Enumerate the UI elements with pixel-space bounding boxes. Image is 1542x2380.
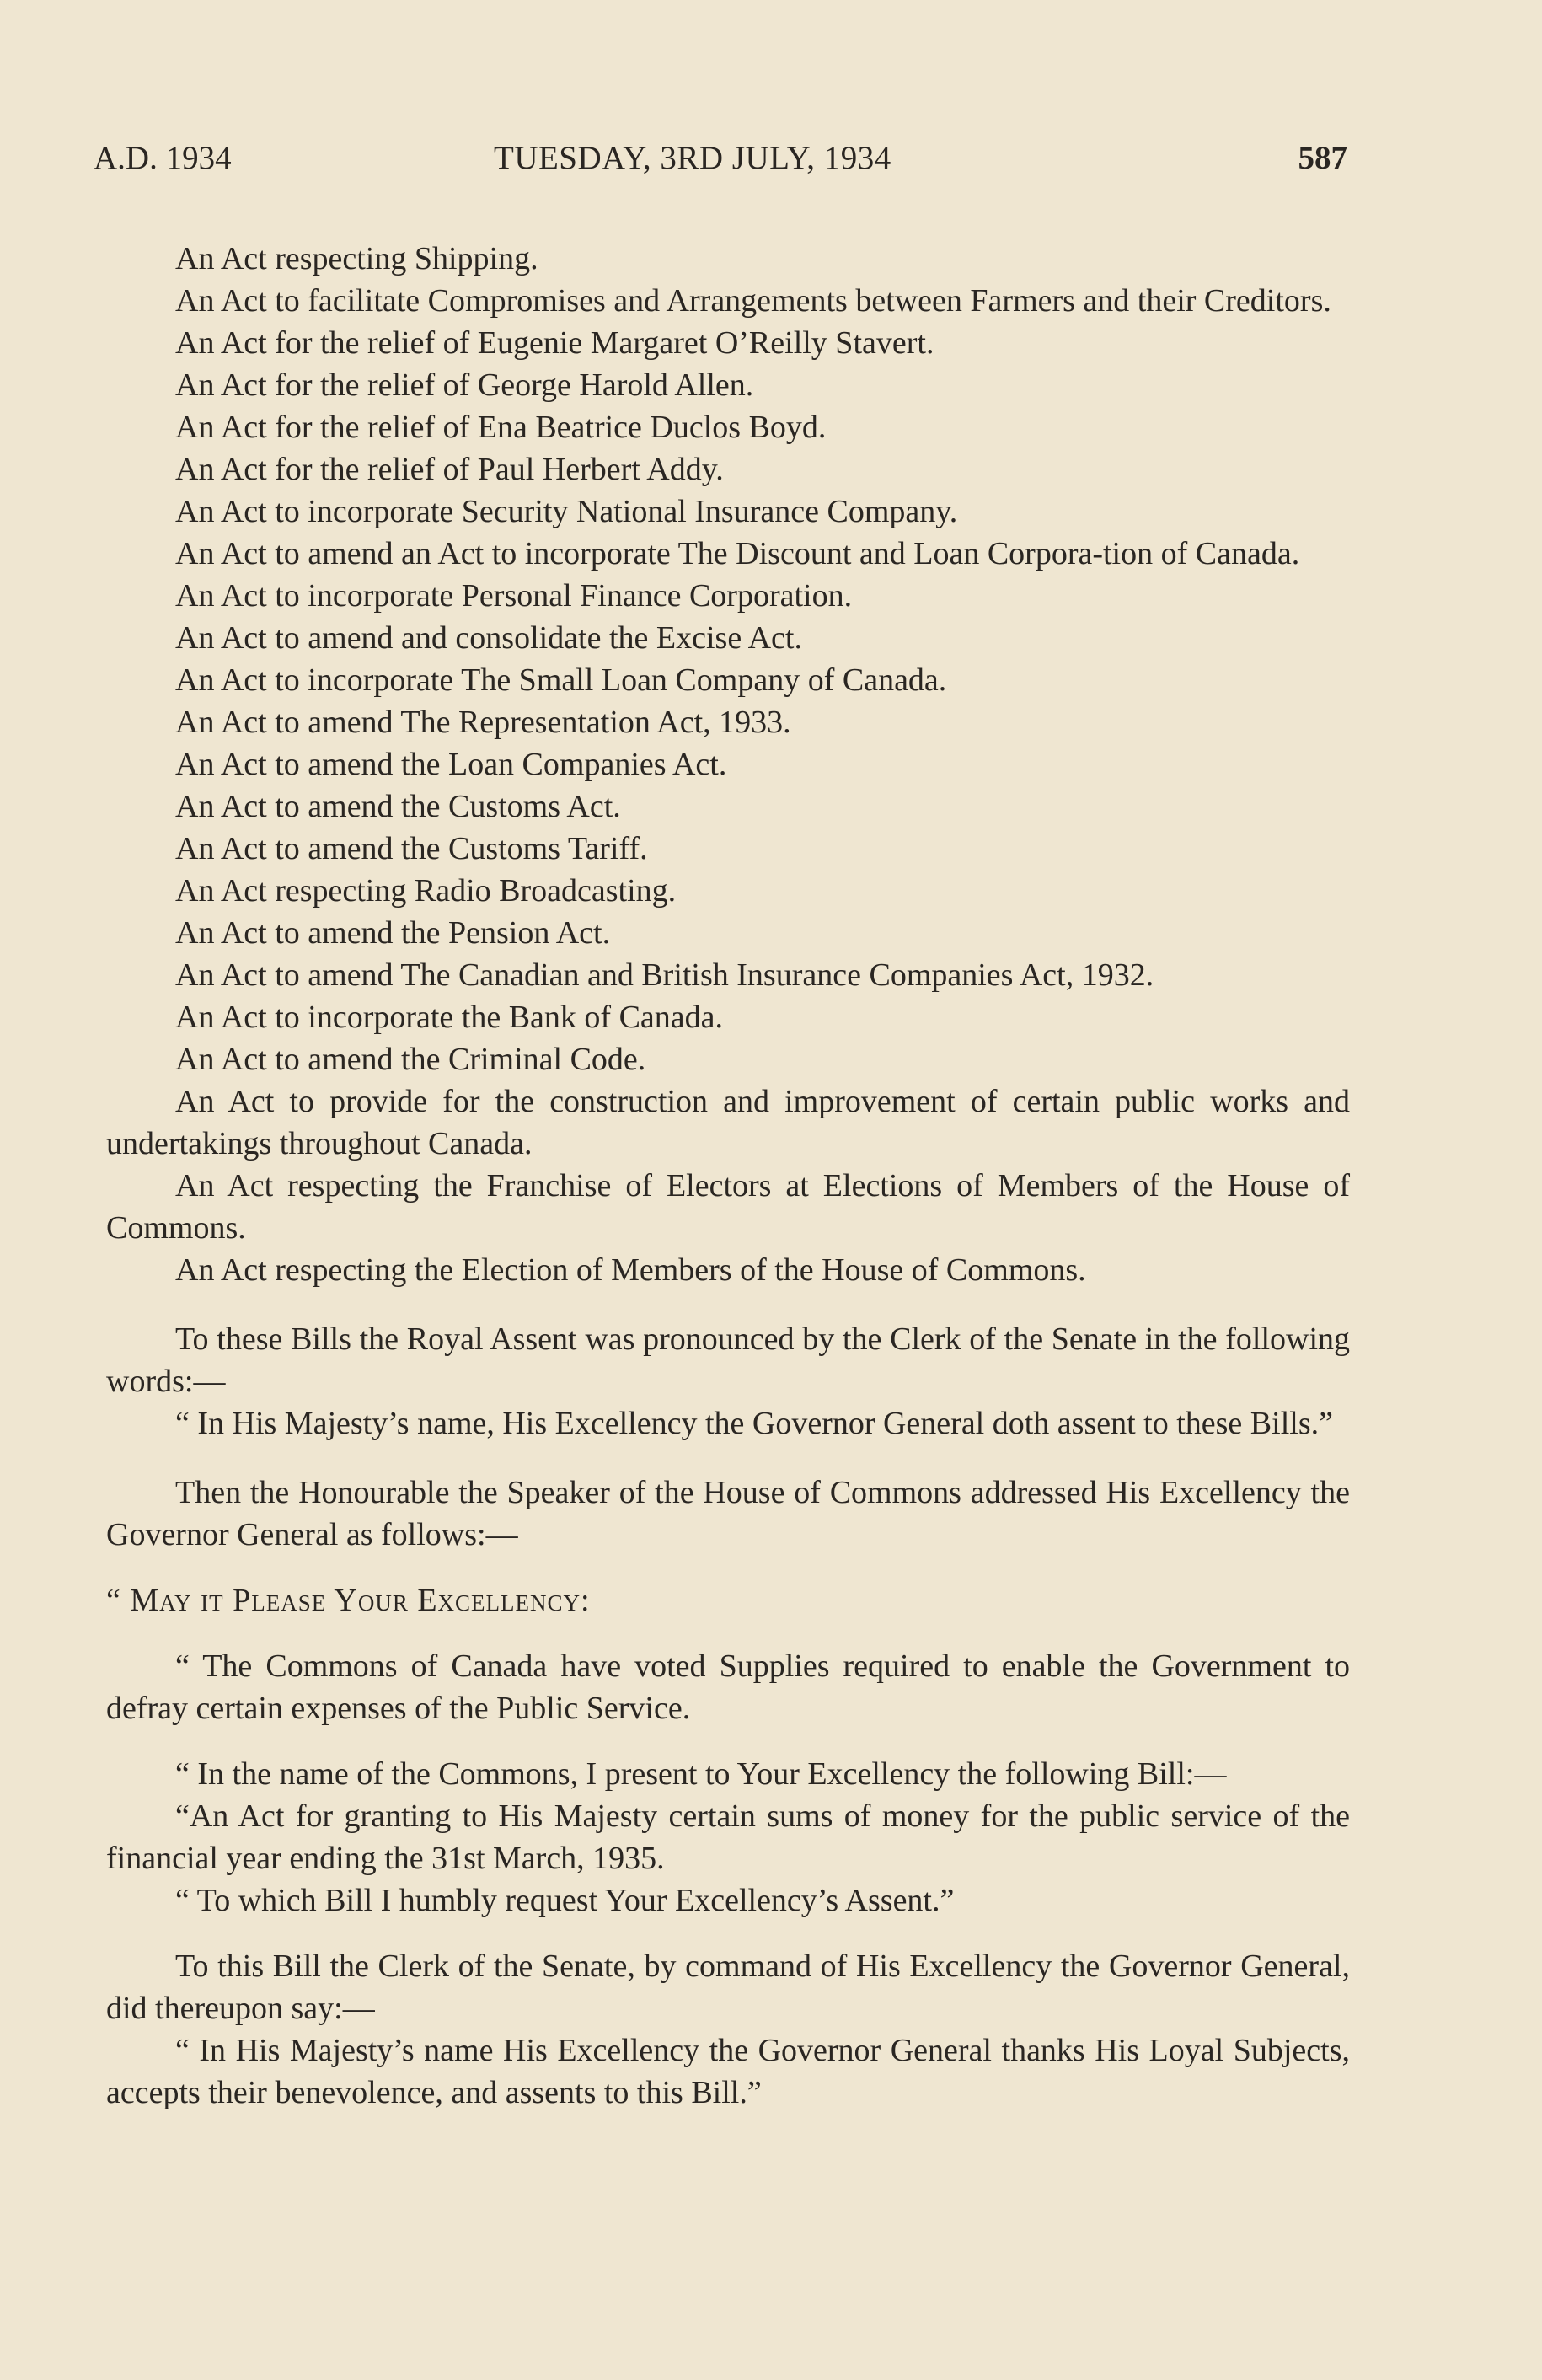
spacer: [106, 1556, 1350, 1579]
act-item: An Act to incorporate Personal Finance Corporation.: [175, 578, 853, 614]
header-year: A.D. 1934: [94, 140, 232, 176]
act-item: An Act for the relief of Eugenie Margaret O’Reilly Stavert.: [175, 325, 934, 361]
act-item: An Act to facilitate Compromises and Arrangements between Farmers and their Creditors.: [175, 283, 1331, 319]
clerk-intro: To this Bill the Clerk of the Senate, by command of His Excellency the Governor General, did thereupon say:—: [106, 1948, 1350, 2026]
spacer: [106, 1922, 1350, 1945]
act-item: An Act for the relief of Paul Herbert Addy.: [175, 452, 724, 487]
assent-words: “ In His Majesty’s name, His Excellency the Governor General doth assent to these Bills.”: [175, 1406, 1333, 1441]
act-item: An Act to amend The Representation Act, 1933.: [175, 705, 791, 740]
clerk-words: “ In His Majesty’s name His Excellency the Governor General thanks His Loyal Subjects, accepts their benevolence, and assents to this Bill.”: [106, 2033, 1350, 2110]
act-item: An Act respecting the Franchise of Electors at Elections of Members of the House of Commons.: [106, 1168, 1350, 1246]
act-item: An Act for the relief of George Harold Allen.: [175, 367, 754, 403]
page-number: 587: [1298, 140, 1347, 176]
page-body: [106, 238, 1350, 2114]
act-item: An Act to amend the Loan Companies Act.: [175, 747, 727, 782]
act-item: An Act to amend and consolidate the Excise Act.: [175, 620, 802, 656]
spacer: [106, 1622, 1350, 1645]
assent-intro: To these Bills the Royal Assent was pronounced by the Clerk of the Senate in the following words:—: [106, 1321, 1350, 1399]
present-bill-paragraph: “ In the name of the Commons, I present to Your Excellency the following Bill:—: [175, 1756, 1227, 1792]
act-item: An Act to incorporate the Bank of Canada.: [175, 1000, 724, 1035]
act-item: An Act for the relief of Ena Beatrice Duclos Boyd.: [175, 410, 827, 445]
bill-title: “An Act for granting to His Majesty certain sums of money for the public service of the financial year ending the 31st March, 1935.: [106, 1798, 1350, 1876]
page-header: [94, 137, 1347, 180]
spacer: [106, 1445, 1350, 1471]
spacer: [106, 1729, 1350, 1753]
act-item: An Act respecting the Election of Members of the House of Commons.: [175, 1252, 1086, 1288]
act-item: An Act to incorporate The Small Loan Company of Canada.: [175, 662, 947, 698]
act-item: An Act to amend The Canadian and British Insurance Companies Act, 1932.: [175, 957, 1154, 993]
act-item: An Act to amend the Pension Act.: [175, 915, 611, 951]
act-item: An Act respecting Shipping.: [175, 241, 538, 276]
salutation: “ May it Please Your Excellency:: [106, 1583, 591, 1618]
act-item: An Act to provide for the construction and improvement of certain public works and undertakings throughout Canada.: [106, 1084, 1350, 1161]
act-item: An Act to incorporate Security National Insurance Company.: [175, 494, 958, 529]
act-item: An Act to amend the Customs Act.: [175, 789, 621, 824]
spacer: [106, 1291, 1350, 1318]
act-item: An Act to amend the Customs Tariff.: [175, 831, 648, 866]
supplies-paragraph: “ The Commons of Canada have voted Supplies required to enable the Government to defray certain expenses of the Public Service.: [106, 1648, 1350, 1726]
act-item: An Act to amend an Act to incorporate The Discount and Loan Corpora-tion of Canada.: [175, 536, 1300, 571]
header-date: TUESDAY, 3RD JULY, 1934: [494, 140, 891, 176]
act-item: An Act respecting Radio Broadcasting.: [175, 873, 677, 909]
act-item: An Act to amend the Criminal Code.: [175, 1042, 646, 1077]
speaker-intro: Then the Honourable the Speaker of the House of Commons addressed His Excellency the Governor General as follows:—: [106, 1475, 1350, 1552]
acts-list: [106, 238, 1350, 1291]
assent-request: “ To which Bill I humbly request Your Excellency’s Assent.”: [175, 1883, 955, 1918]
